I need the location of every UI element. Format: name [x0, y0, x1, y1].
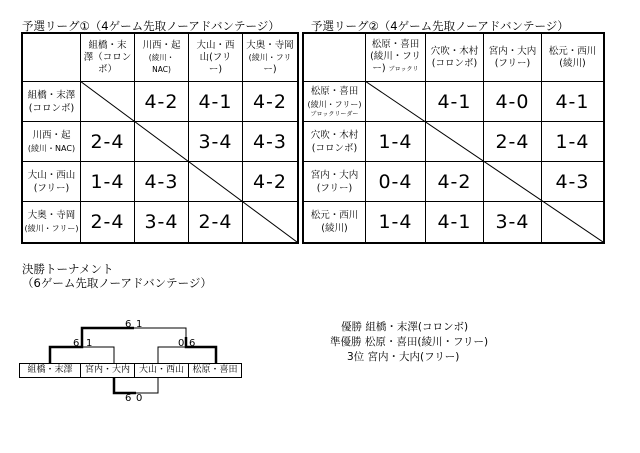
league1-score-cell: 2-4	[81, 202, 135, 243]
league2-col-header: 宮内・大内 (フリー)	[484, 34, 542, 82]
team-box: 宮内・大内	[80, 363, 135, 378]
league2-col-header: 松元・西川 (綾川)	[542, 34, 604, 82]
league2-score-cell: 1-4	[366, 202, 426, 243]
team-box: 松原・喜田	[188, 363, 242, 378]
league1-score-cell: 4-2	[243, 82, 298, 122]
result-rank: 準優勝	[330, 336, 362, 348]
tournament-title: 決勝トーナメント	[22, 262, 114, 276]
result-team: 組橋・末澤(コロンボ)	[365, 321, 469, 333]
semi2-score-left: 0	[178, 338, 185, 349]
team-box: 大山・西山	[134, 363, 189, 378]
league2-score-cell: 2-4	[484, 122, 542, 162]
final-score-left: 6	[125, 319, 132, 330]
league1-score-cell: 3-4	[189, 122, 243, 162]
league1-score-cell: 2-4	[81, 122, 135, 162]
league2-diagonal	[365, 81, 603, 242]
league2-row-header: 宮内・大内 (フリー)	[304, 162, 366, 202]
semi1-score-left: 6	[73, 338, 80, 349]
league2-score-cell: 1-4	[542, 122, 604, 162]
league2-score-cell: 4-1	[426, 202, 484, 243]
league1-col-header: 大奥・寺岡 (綾川・フリ ー)	[243, 34, 298, 82]
tournament-subtitle: （6ゲーム先取ノーアドバンテージ）	[22, 276, 212, 290]
league1-diagonal	[80, 81, 297, 242]
league1-score-cell: 4-2	[243, 162, 298, 202]
league1-col-header: 組橋・末 澤（コロン ボ）	[81, 34, 135, 82]
league2-score-cell: 0-4	[366, 162, 426, 202]
result-rank: 優勝	[341, 321, 362, 333]
league1-row-header: 川西・起 (綾川・NAC)	[23, 122, 81, 162]
league2-score-cell: 3-4	[484, 202, 542, 243]
third-score-left: 6	[125, 393, 132, 404]
league2-row-header: 松原・喜田 (綾川・フリー) ブロックリーダー	[304, 82, 366, 122]
league1-score-cell: 2-4	[189, 202, 243, 243]
league2-score-cell: 4-0	[484, 82, 542, 122]
result-third	[347, 350, 459, 365]
league2-score-cell: 4-3	[542, 162, 604, 202]
league1-col-header: 大山・西 山(フリ ー)	[189, 34, 243, 82]
league2-col-header: 穴吹・木村 (コロンボ)	[426, 34, 484, 82]
result-champion	[341, 320, 468, 335]
league1-score-cell: 1-4	[81, 162, 135, 202]
semi2-score-right: 6	[189, 338, 196, 349]
league1-title: 予選リーグ①（4ゲーム先取ノーアドバンテージ）	[22, 19, 280, 33]
final-score-right: 1	[136, 319, 143, 330]
league2-score-cell: 4-2	[426, 162, 484, 202]
league2-score-cell: 4-1	[426, 82, 484, 122]
league2-title: 予選リーグ②（4ゲーム先取ノーアドバンテージ）	[311, 19, 569, 33]
league2-score-cell: 4-1	[542, 82, 604, 122]
league1-score-cell: 4-2	[135, 82, 189, 122]
result-runner-up	[330, 335, 488, 350]
league1-score-cell: 4-1	[189, 82, 243, 122]
league1-score-cell: 3-4	[135, 202, 189, 243]
league2-row-header: 松元・西川 (綾川)	[304, 202, 366, 243]
league2-col-header: 松原・喜田 (綾川・フリ ー) ブロックリ	[366, 34, 426, 82]
league2-corner-cell	[304, 34, 366, 82]
league1-row-header: 大奥・寺岡 (綾川・フリー)	[23, 202, 81, 243]
league1-row-header: 大山・西山 (フリー)	[23, 162, 81, 202]
result-team: 松原・喜田(綾川・フリー)	[364, 336, 489, 348]
league1-corner-cell	[23, 34, 81, 82]
result-team: 宮内・大内(フリー)	[367, 351, 460, 363]
team-box: 組橋・末澤	[19, 363, 81, 378]
league2-score-cell: 1-4	[366, 122, 426, 162]
league1-score-cell: 4-3	[135, 162, 189, 202]
league2-row-header: 穴吹・木村 (コロンボ)	[304, 122, 366, 162]
league1-score-cell: 4-3	[243, 122, 298, 162]
result-rank: 3位	[347, 351, 365, 363]
third-score-right: 0	[136, 393, 143, 404]
league1-col-header: 川西・起 (綾川・ NAC)	[135, 34, 189, 82]
semi1-score-right: 1	[86, 338, 93, 349]
league1-row-header: 組橋・末澤 (コロンボ)	[23, 82, 81, 122]
